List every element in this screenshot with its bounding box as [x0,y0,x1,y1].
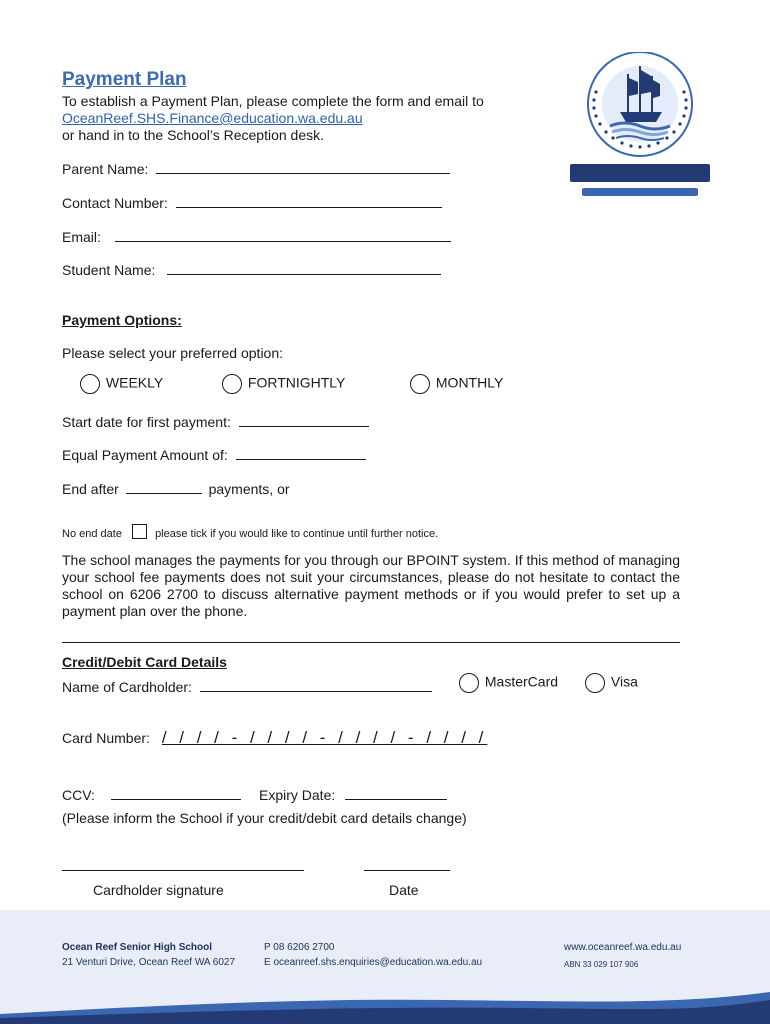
contact-number-label: Contact Number: [62,195,168,211]
intro-text-2: or hand in to the School’s Reception desk. [62,127,325,143]
footer-website[interactable]: www.oceanreef.wa.edu.au [564,942,682,953]
card-details-heading: Credit/Debit Card Details [62,654,227,670]
email-row [62,228,451,246]
payment-options-heading: Payment Options: [62,312,182,328]
end-after-row [62,480,290,498]
end-after-suffix: payments, or [208,481,290,497]
footer [0,910,770,1024]
weekly-option[interactable] [80,374,163,394]
cardholder-name-label: Name of Cardholder: [62,679,192,695]
no-end-date-row [62,524,438,541]
footer-wave [0,984,770,1024]
visa-label: Visa [610,673,638,690]
expiry-label: Expiry Date: [259,787,336,803]
ccv-field[interactable] [111,786,241,800]
end-after-field[interactable] [126,480,202,494]
no-end-date-label: No end date [62,528,122,540]
parent-name-row [62,160,450,178]
signature-line[interactable] [62,870,304,871]
cardholder-name-field[interactable] [200,678,432,692]
end-after-label: End after [62,481,119,497]
footer-abn: ABN 33 029 107 906 [564,960,639,969]
finance-email-link[interactable]: OceanReef.SHS.Finance@education.wa.edu.au [62,110,363,126]
contact-number-row [62,194,442,212]
weekly-radio[interactable] [80,374,100,394]
card-number-row [62,729,487,747]
equal-amount-label: Equal Payment Amount of: [62,447,228,463]
inform-note: (Please inform the School if your credit/debit card details change) [62,810,467,826]
student-name-label: Student Name: [62,262,156,278]
parent-name-field[interactable] [156,160,450,174]
monthly-radio[interactable] [410,374,430,394]
equal-amount-row [62,446,366,464]
start-date-field[interactable] [239,413,369,427]
ocean-reef-crest-icon [570,52,710,202]
weekly-label: WEEKLY [105,374,164,391]
preferred-option-prompt: Please select your preferred option: [62,345,284,361]
footer-address: 21 Venturi Drive, Ocean Reef WA 6027 [62,957,236,968]
signature-label: Cardholder signature [93,882,224,898]
no-end-date-note: please tick if you would like to continue until further notice. [155,528,439,540]
mastercard-radio[interactable] [459,673,479,693]
ccv-label: CCV: [62,787,95,803]
section-divider [62,642,680,643]
contact-number-field[interactable] [176,194,442,208]
equal-amount-field[interactable] [236,446,366,460]
page-title: Payment Plan [62,69,187,90]
ccv-row [62,786,241,804]
mastercard-option[interactable] [459,673,558,693]
monthly-label: MONTHLY [435,374,504,391]
bpoint-paragraph: The school manages the payments for you through our BPOINT system. If this method of managing your school fee payments does not suit your circumstances, please do not hesitate to contact the school on 6206 2700 to discuss alternative payment methods or if you would prefer to set up a payment plan over the phone. [62,552,680,619]
date-line[interactable] [364,870,450,871]
card-number-field[interactable]: / / / / - / / / / - / / / / - / / / / [161,728,488,747]
date-label: Date [389,882,419,898]
mastercard-label: MasterCard [484,673,559,690]
card-number-label: Card Number: [62,730,150,746]
expiry-field[interactable] [345,786,447,800]
fortnightly-label: FORTNIGHTLY [247,374,346,391]
cardholder-name-row [62,678,432,696]
email-field[interactable] [115,228,451,242]
parent-name-label: Parent Name: [62,161,149,177]
expiry-row [259,786,447,804]
school-logo [570,52,710,202]
no-end-date-checkbox[interactable] [132,524,147,539]
visa-radio[interactable] [585,673,605,693]
intro-text: To establish a Payment Plan, please complete the form and email to [62,93,484,109]
student-name-field[interactable] [167,261,441,275]
email-label: Email: [62,229,101,245]
footer-email[interactable]: E oceanreef.shs.enquiries@education.wa.edu.au [264,957,483,968]
student-name-row [62,261,441,279]
start-date-label: Start date for first payment: [62,414,231,430]
visa-option[interactable] [585,673,638,693]
fortnightly-option[interactable] [222,374,345,394]
start-date-row [62,413,369,431]
fortnightly-radio[interactable] [222,374,242,394]
footer-phone: P 08 6206 2700 [264,942,335,953]
footer-school-name: Ocean Reef Senior High School [62,942,213,953]
monthly-option[interactable] [410,374,503,394]
